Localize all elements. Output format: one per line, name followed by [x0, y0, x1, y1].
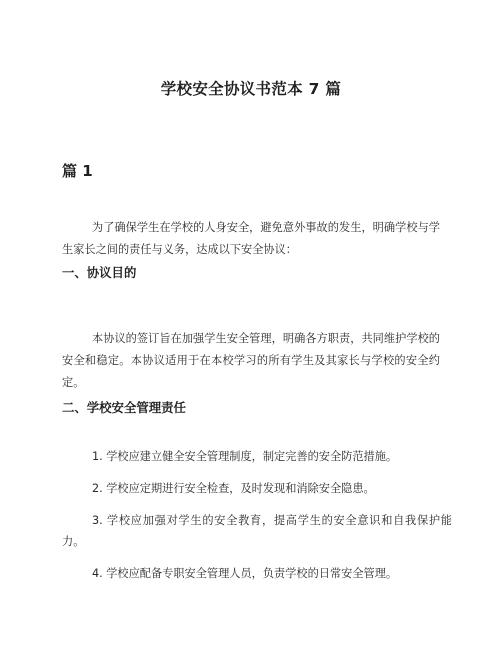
responsibility-list: [62, 446, 452, 595]
purpose-paragraph: 本协议的签订旨在加强学生安全管理，明确各方职责，共同维护学校的安全和稳定。本协议适用于在本校学习的所有学生及其家长与学校的安全约定。: [62, 332, 440, 390]
list-item: 4. 学校应配备专职安全管理人员，负责学校的日常安全管理。: [92, 567, 398, 580]
list-item: 3. 学校应加强对学生的安全教育，提高学生的安全意识和自我保护能力。: [62, 514, 452, 548]
intro-paragraph: 为了确保学生在学校的人身安全，避免意外事故的发生，明确学校与学生家长之间的责任与义务，达成以下安全协议：: [62, 221, 440, 257]
subsection-heading-responsibility: 二、学校安全管理责任: [62, 400, 186, 415]
subsection-heading-purpose: 一、协议目的: [62, 265, 137, 280]
list-item: 1. 学校应建立健全安全管理制度，制定完善的安全防范措施。: [92, 450, 398, 463]
list-item: 2. 学校应定期进行安全检查，及时发现和消除安全隐患。: [92, 482, 375, 495]
section-heading: 篇 1: [62, 162, 93, 180]
document-title: 学校安全协议书范本 7 篇: [160, 80, 342, 98]
